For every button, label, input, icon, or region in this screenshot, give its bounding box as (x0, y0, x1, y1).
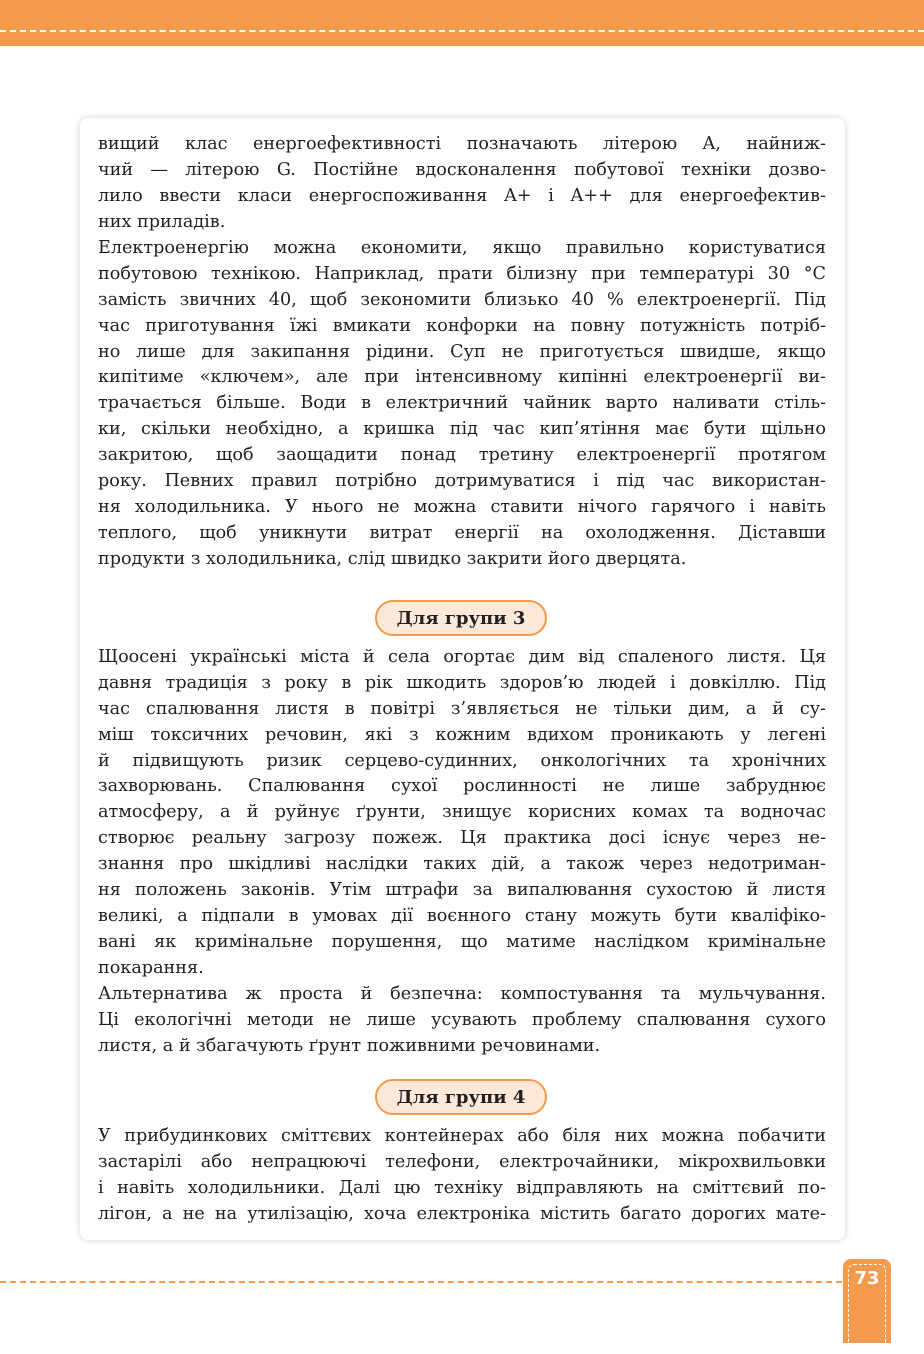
top-dashed-line (0, 30, 924, 32)
paragraph-leaf-burning (98, 645, 826, 982)
bottom-dashed-line (0, 1281, 842, 1283)
text-line: трачається більше. Води в електричний чайник варто наливати стіль- (98, 393, 826, 414)
text-line: лігон, а не на утилізацію, хоча електроніка містить багато дорогих мате- (98, 1203, 826, 1224)
text-line: Електроенергію можна економити, якщо правильно користуватися (98, 238, 826, 258)
text-line: вані як кримінальне порушення, що матиме наслідком кримінальне (98, 931, 826, 952)
group-4-label: Для групи 4 (375, 1079, 547, 1115)
text-line: захворювань. Спалювання сухої рослинності не лише забруднює (98, 776, 826, 797)
text-line: замість звичних 40, щоб зекономити близько 40 % електроенергії. Під (98, 289, 826, 310)
text-line: но лише для закипання рідини. Суп не приготується швидше, якщо (98, 341, 826, 362)
text-line: давня традиція з року в рік шкодить здоров’ю людей і довкіллю. Під (98, 672, 826, 693)
text-line: них приладів. (98, 211, 226, 232)
text-line: час приготування їжі вмикати конфорки на повну потужність потріб- (98, 315, 826, 336)
text-line: ки, скільки необхідно, а кришка під час кип’ятіння має бути щільно (98, 419, 826, 440)
text-line: створює реальну загрозу пожеж. Ця практика досі існує через не- (98, 828, 826, 849)
text-line: закритою, щоб заощадити понад третину електроенергії протягом (98, 445, 826, 466)
text-line: побутовою технікою. Наприклад, прати білизну при температурі 30 °С (98, 263, 826, 284)
text-line: покарання. (98, 957, 204, 978)
group-3-label: Для групи 3 (375, 600, 547, 636)
text-line: чий — літерою G. Постійне вдосконалення побутової техніки дозво- (98, 159, 826, 180)
text-line: року. Певних правил потрібно дотримуватися і під час використан- (98, 471, 826, 492)
page-number-tab (843, 1259, 891, 1343)
text-line: великі, а підпали в умовах дії воєнного стану можуть бути кваліфіко- (98, 905, 826, 926)
text-line: листя, а й збагачують ґрунт поживними речовинами. (98, 1035, 601, 1056)
text-line: Щоосені українські міста й села огортає дим від спаленого листя. Ця (98, 647, 826, 667)
text-line: і навіть холодильники. Далі цю техніку відправляють на сміттєвий по- (98, 1177, 826, 1198)
text-line: Ці екологічні методи не лише усувають проблему спалювання сухого (98, 1009, 826, 1030)
text-line: кипітиме «ключем», але при інтенсивному кипінні електроенергії ви- (98, 367, 826, 388)
text-line: лило ввести класи енергоспоживання A+ і A++ для енергоефектив- (98, 185, 826, 206)
text-line: знання про шкідливі наслідки таких дій, а також через недотриман- (98, 854, 826, 875)
text-line: ня положень законів. Утім штрафи за випалювання сухостою й листя (98, 880, 826, 901)
text-line: атмосферу, а й руйнує ґрунти, знищує корисних комах та водночас (98, 802, 826, 823)
top-header-band (0, 0, 924, 46)
text-line: Альтернатива ж проста й безпечна: компостування та мульчування. (98, 984, 826, 1004)
text-line: продукти з холодильника, слід швидко закрити його дверцята. (98, 548, 687, 569)
text-line: час спалювання листя в повітрі з’являється не тільки дим, а й су- (98, 698, 826, 719)
paragraph-energy-saving (98, 236, 826, 573)
paragraph-energy-classes (98, 132, 826, 236)
paragraph-composting (98, 982, 826, 1060)
text-line: й підвищують ризик серцево-судинних, онкологічних та хронічних (98, 750, 826, 771)
text-line: У прибудинкових сміттєвих контейнерах або біля них можна побачити (98, 1126, 826, 1146)
text-line: теплого, щоб уникнути витрат енергії на охолодження. Діставши (98, 522, 826, 543)
paragraph-electronic-waste (98, 1124, 826, 1228)
text-line: ня холодильника. У нього не можна ставити нічого гарячого і навіть (98, 496, 826, 517)
text-line: міш токсичних речовин, які з кожним вдихом проникають у легені (98, 724, 826, 745)
text-line: застарілі або непрацюючі телефони, електрочайники, мікрохвильовки (98, 1151, 826, 1172)
text-line: вищий клас енергоефективності позначають літерою A, найниж- (98, 134, 826, 154)
page-number: 73 (854, 1268, 880, 1289)
